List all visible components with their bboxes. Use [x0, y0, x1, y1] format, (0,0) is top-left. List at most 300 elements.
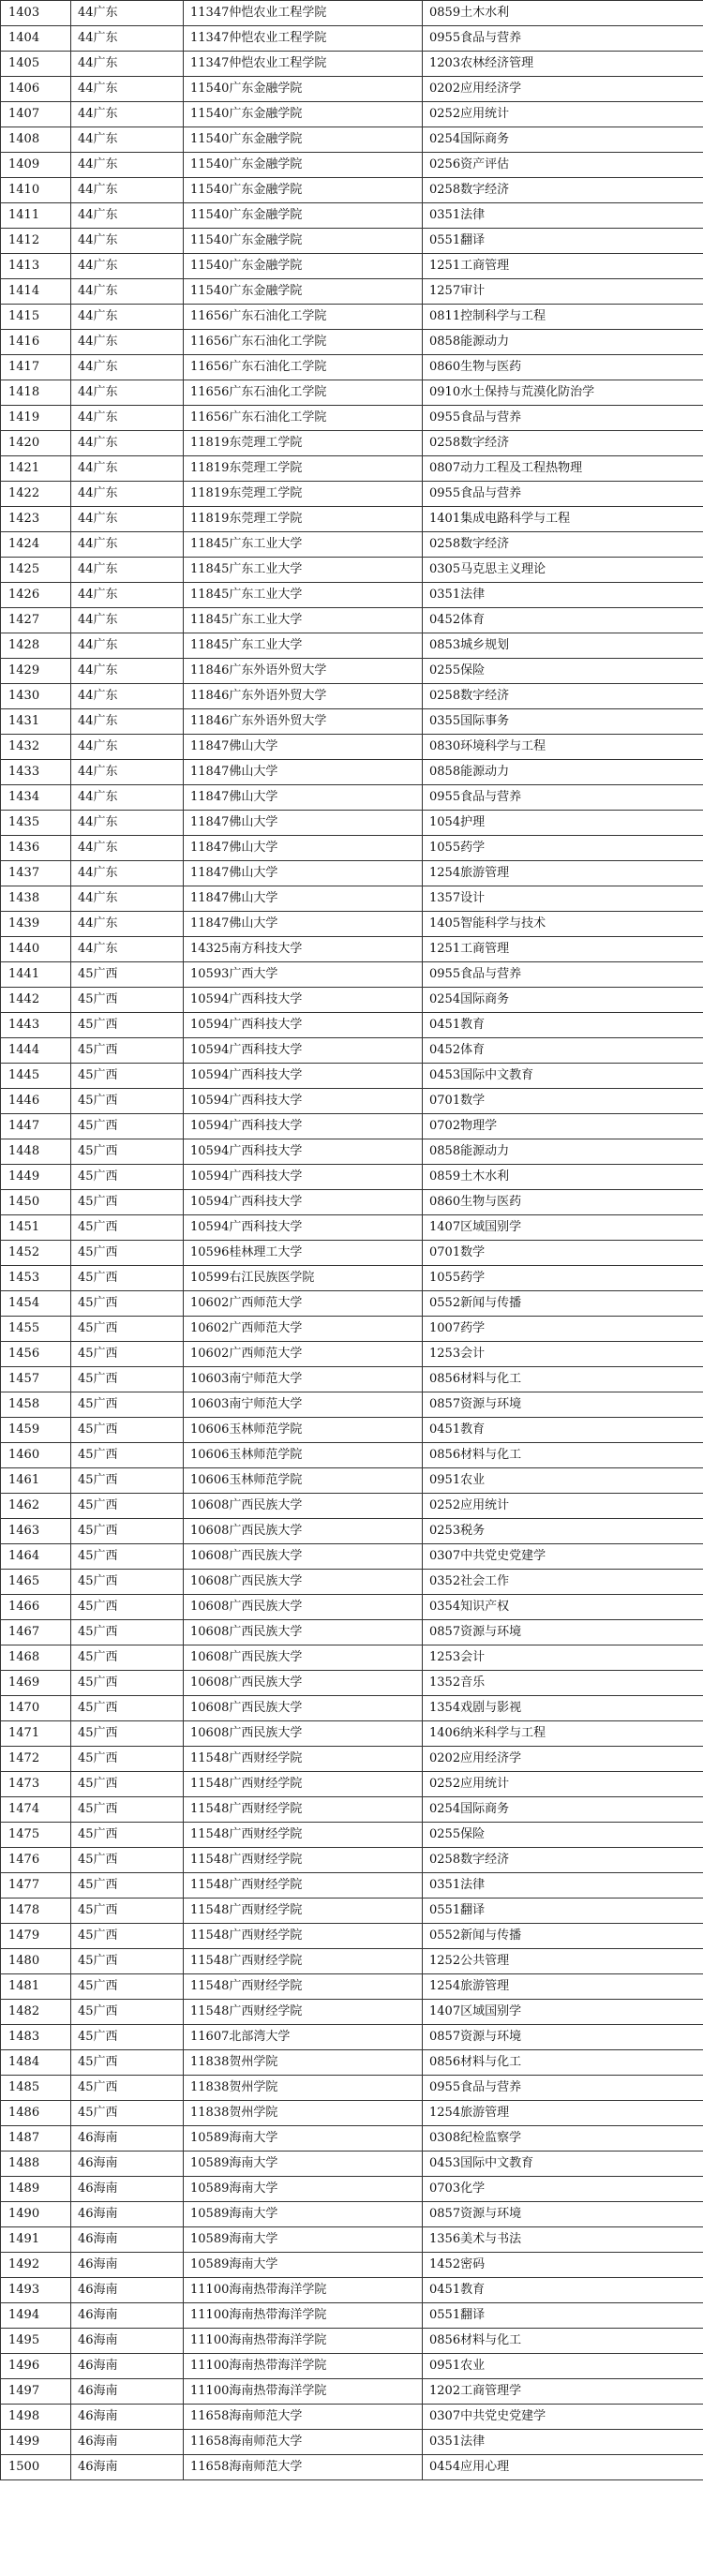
school-cell: 11656广东石油化工学院	[184, 355, 423, 380]
table-row	[1, 279, 703, 305]
major-cell: 0860生物与医药	[423, 1190, 703, 1215]
province-cell: 45广西	[71, 1139, 184, 1165]
table-row	[1, 709, 703, 735]
school-cell: 10594广西科技大学	[184, 1139, 423, 1165]
province-cell: 46海南	[71, 2354, 184, 2379]
row-number-cell: 1478	[1, 1898, 71, 1924]
school-cell: 11548广西财经学院	[184, 1848, 423, 1873]
row-number-cell: 1441	[1, 962, 71, 988]
school-cell: 10589海南大学	[184, 2202, 423, 2227]
school-cell: 10596桂林理工大学	[184, 1241, 423, 1266]
table-row	[1, 1519, 703, 1544]
major-cell: 1254旅游管理	[423, 861, 703, 886]
school-cell: 11548广西财经学院	[184, 2000, 423, 2025]
province-cell: 46海南	[71, 2278, 184, 2303]
school-cell: 11658海南师范大学	[184, 2405, 423, 2430]
row-number-cell: 1422	[1, 482, 71, 507]
row-number-cell: 1432	[1, 735, 71, 760]
row-number-cell: 1489	[1, 2177, 71, 2202]
row-number-cell: 1467	[1, 1620, 71, 1645]
province-cell: 44广东	[71, 330, 184, 355]
row-number-cell: 1500	[1, 2455, 71, 2480]
table-row	[1, 2101, 703, 2126]
province-cell: 45广西	[71, 1898, 184, 1924]
table-row	[1, 1544, 703, 1570]
table-row	[1, 1443, 703, 1468]
row-number-cell: 1457	[1, 1367, 71, 1392]
table-row	[1, 583, 703, 608]
table-row	[1, 456, 703, 482]
table-row	[1, 1671, 703, 1696]
table-row	[1, 1418, 703, 1443]
province-cell: 45广西	[71, 1317, 184, 1342]
school-cell: 10589海南大学	[184, 2177, 423, 2202]
row-number-cell: 1460	[1, 1443, 71, 1468]
province-cell: 45广西	[71, 1064, 184, 1089]
school-cell: 11540广东金融学院	[184, 153, 423, 178]
major-cell: 0551翻译	[423, 229, 703, 254]
row-number-cell: 1416	[1, 330, 71, 355]
table-row	[1, 229, 703, 254]
row-number-cell: 1403	[1, 1, 71, 26]
major-cell: 1406纳米科学与工程	[423, 1721, 703, 1747]
province-cell: 45广西	[71, 1494, 184, 1519]
major-cell: 0811控制科学与工程	[423, 305, 703, 330]
school-cell: 11548广西财经学院	[184, 1873, 423, 1898]
table-row	[1, 178, 703, 203]
table-row	[1, 2303, 703, 2329]
row-number-cell: 1418	[1, 380, 71, 406]
row-number-cell: 1446	[1, 1089, 71, 1114]
school-cell: 10602广西师范大学	[184, 1291, 423, 1317]
school-cell: 10594广西科技大学	[184, 1064, 423, 1089]
table-row	[1, 355, 703, 380]
major-cell: 0351法律	[423, 2430, 703, 2455]
major-cell: 0703化学	[423, 2177, 703, 2202]
row-number-cell: 1470	[1, 1696, 71, 1721]
row-number-cell: 1462	[1, 1494, 71, 1519]
province-cell: 45广西	[71, 1974, 184, 2000]
major-cell: 0258数字经济	[423, 178, 703, 203]
major-cell: 1055药学	[423, 836, 703, 861]
major-cell: 0452体育	[423, 1038, 703, 1064]
row-number-cell: 1413	[1, 254, 71, 279]
province-cell: 45广西	[71, 1823, 184, 1848]
table-row	[1, 1848, 703, 1873]
table-row	[1, 52, 703, 77]
province-cell: 45广西	[71, 1772, 184, 1797]
school-cell: 10594广西科技大学	[184, 1114, 423, 1139]
table-row	[1, 532, 703, 558]
row-number-cell: 1481	[1, 1974, 71, 2000]
row-number-cell: 1494	[1, 2303, 71, 2329]
major-cell: 0859土木水利	[423, 1165, 703, 1190]
school-cell: 10608广西民族大学	[184, 1696, 423, 1721]
province-cell: 46海南	[71, 2177, 184, 2202]
province-cell: 44广东	[71, 507, 184, 532]
school-cell: 10594广西科技大学	[184, 1190, 423, 1215]
province-cell: 45广西	[71, 1266, 184, 1291]
row-number-cell: 1474	[1, 1797, 71, 1823]
row-number-cell: 1484	[1, 2050, 71, 2076]
province-cell: 46海南	[71, 2303, 184, 2329]
major-cell: 0454应用心理	[423, 2455, 703, 2480]
row-number-cell: 1458	[1, 1392, 71, 1418]
school-cell: 11548广西财经学院	[184, 1924, 423, 1949]
province-cell: 45广西	[71, 1215, 184, 1241]
major-cell: 1254旅游管理	[423, 2101, 703, 2126]
school-cell: 11656广东石油化工学院	[184, 305, 423, 330]
table-row	[1, 760, 703, 785]
school-cell: 11548广西财经学院	[184, 1974, 423, 2000]
province-cell: 46海南	[71, 2253, 184, 2278]
province-cell: 44广东	[71, 229, 184, 254]
major-cell: 0859土木水利	[423, 1, 703, 26]
province-cell: 46海南	[71, 2227, 184, 2253]
table-row	[1, 962, 703, 988]
table-row	[1, 558, 703, 583]
major-cell: 0856材料与化工	[423, 1367, 703, 1392]
school-cell: 11847佛山大学	[184, 886, 423, 912]
province-cell: 45广西	[71, 1443, 184, 1468]
major-cell: 0254国际商务	[423, 1797, 703, 1823]
major-cell: 1356美术与书法	[423, 2227, 703, 2253]
row-number-cell: 1404	[1, 26, 71, 52]
school-cell: 10608广西民族大学	[184, 1519, 423, 1544]
row-number-cell: 1472	[1, 1747, 71, 1772]
table-row	[1, 1468, 703, 1494]
row-number-cell: 1420	[1, 431, 71, 456]
province-cell: 45广西	[71, 2050, 184, 2076]
table-row	[1, 2076, 703, 2101]
major-cell: 0305马克思主义理论	[423, 558, 703, 583]
province-cell: 44广东	[71, 532, 184, 558]
major-cell: 0701数学	[423, 1089, 703, 1114]
row-number-cell: 1406	[1, 77, 71, 102]
table-row	[1, 1823, 703, 1848]
row-number-cell: 1453	[1, 1266, 71, 1291]
school-cell: 11100海南热带海洋学院	[184, 2354, 423, 2379]
table-row	[1, 1873, 703, 1898]
major-cell: 0858能源动力	[423, 760, 703, 785]
table-row	[1, 937, 703, 962]
table-row	[1, 406, 703, 431]
major-cell: 1055药学	[423, 1266, 703, 1291]
table-row	[1, 1645, 703, 1671]
table-body	[1, 1, 703, 2480]
table-row	[1, 2025, 703, 2050]
table-row	[1, 836, 703, 861]
province-cell: 45广西	[71, 1570, 184, 1595]
school-cell: 11548广西财经学院	[184, 1797, 423, 1823]
school-cell: 11607北部湾大学	[184, 2025, 423, 2050]
table-row	[1, 2253, 703, 2278]
row-number-cell: 1463	[1, 1519, 71, 1544]
major-cell: 1254旅游管理	[423, 1974, 703, 2000]
province-cell: 44广东	[71, 583, 184, 608]
table-row	[1, 1570, 703, 1595]
school-cell: 11540广东金融学院	[184, 203, 423, 229]
major-cell: 1202工商管理学	[423, 2379, 703, 2405]
table-row	[1, 633, 703, 659]
province-cell: 44广东	[71, 684, 184, 709]
school-cell: 11100海南热带海洋学院	[184, 2379, 423, 2405]
table-row	[1, 2278, 703, 2303]
major-cell: 0451教育	[423, 1013, 703, 1038]
province-cell: 44广东	[71, 203, 184, 229]
province-cell: 46海南	[71, 2455, 184, 2480]
school-cell: 11838贺州学院	[184, 2076, 423, 2101]
table-row	[1, 1772, 703, 1797]
major-cell: 1401集成电路科学与工程	[423, 507, 703, 532]
row-number-cell: 1412	[1, 229, 71, 254]
major-cell: 0354知识产权	[423, 1595, 703, 1620]
major-cell: 1354戏剧与影视	[423, 1696, 703, 1721]
row-number-cell: 1497	[1, 2379, 71, 2405]
table-row	[1, 811, 703, 836]
school-cell: 11845广东工业大学	[184, 633, 423, 659]
province-cell: 44广东	[71, 406, 184, 431]
school-cell: 11100海南热带海洋学院	[184, 2278, 423, 2303]
school-cell: 11656广东石油化工学院	[184, 380, 423, 406]
row-number-cell: 1490	[1, 2202, 71, 2227]
major-cell: 0857资源与环境	[423, 1392, 703, 1418]
major-cell: 0258数字经济	[423, 532, 703, 558]
table-row	[1, 1215, 703, 1241]
table-row	[1, 153, 703, 178]
row-number-cell: 1487	[1, 2126, 71, 2152]
major-cell: 0955食品与营养	[423, 962, 703, 988]
row-number-cell: 1499	[1, 2430, 71, 2455]
school-cell: 10608广西民族大学	[184, 1645, 423, 1671]
table-row	[1, 1595, 703, 1620]
major-cell: 0307中共党史党建学	[423, 2405, 703, 2430]
school-cell: 11845广东工业大学	[184, 583, 423, 608]
province-cell: 46海南	[71, 2152, 184, 2177]
province-cell: 45广西	[71, 1190, 184, 1215]
row-number-cell: 1436	[1, 836, 71, 861]
province-cell: 44广东	[71, 102, 184, 127]
row-number-cell: 1456	[1, 1342, 71, 1367]
province-cell: 44广东	[71, 886, 184, 912]
table-row	[1, 127, 703, 153]
school-cell: 10594广西科技大学	[184, 1089, 423, 1114]
major-cell: 0254国际商务	[423, 127, 703, 153]
province-cell: 45广西	[71, 1924, 184, 1949]
school-cell: 11656广东石油化工学院	[184, 330, 423, 355]
province-cell: 45广西	[71, 1165, 184, 1190]
province-cell: 45广西	[71, 1392, 184, 1418]
major-cell: 0955食品与营养	[423, 2076, 703, 2101]
table-row	[1, 1241, 703, 1266]
school-cell: 11548广西财经学院	[184, 1823, 423, 1848]
row-number-cell: 1496	[1, 2354, 71, 2379]
table-row	[1, 2227, 703, 2253]
table-row	[1, 482, 703, 507]
province-cell: 45广西	[71, 1747, 184, 1772]
province-cell: 44广东	[71, 26, 184, 52]
table-row	[1, 1, 703, 26]
school-cell: 10603南宁师范大学	[184, 1392, 423, 1418]
row-number-cell: 1414	[1, 279, 71, 305]
school-cell: 10608广西民族大学	[184, 1620, 423, 1645]
school-cell: 10599右江民族医学院	[184, 1266, 423, 1291]
school-cell: 11838贺州学院	[184, 2101, 423, 2126]
row-number-cell: 1435	[1, 811, 71, 836]
table-row	[1, 608, 703, 633]
major-cell: 0255保险	[423, 659, 703, 684]
row-number-cell: 1466	[1, 1595, 71, 1620]
school-cell: 10603南宁师范大学	[184, 1367, 423, 1392]
major-cell: 1407区域国别学	[423, 1215, 703, 1241]
major-cell: 0857资源与环境	[423, 2202, 703, 2227]
row-number-cell: 1410	[1, 178, 71, 203]
table-row	[1, 1013, 703, 1038]
major-cell: 0351法律	[423, 583, 703, 608]
table-row	[1, 1139, 703, 1165]
row-number-cell: 1464	[1, 1544, 71, 1570]
table-row	[1, 988, 703, 1013]
province-cell: 44广东	[71, 735, 184, 760]
major-cell: 0856材料与化工	[423, 2050, 703, 2076]
row-number-cell: 1417	[1, 355, 71, 380]
row-number-cell: 1469	[1, 1671, 71, 1696]
province-cell: 44广东	[71, 380, 184, 406]
school-cell: 11846广东外语外贸大学	[184, 659, 423, 684]
province-cell: 44广东	[71, 456, 184, 482]
school-cell: 11847佛山大学	[184, 811, 423, 836]
major-cell: 1054护理	[423, 811, 703, 836]
row-number-cell: 1485	[1, 2076, 71, 2101]
row-number-cell: 1493	[1, 2278, 71, 2303]
row-number-cell: 1486	[1, 2101, 71, 2126]
major-cell: 0955食品与营养	[423, 482, 703, 507]
table-row	[1, 1064, 703, 1089]
row-number-cell: 1437	[1, 861, 71, 886]
province-cell: 45广西	[71, 962, 184, 988]
row-number-cell: 1415	[1, 305, 71, 330]
major-cell: 0551翻译	[423, 2303, 703, 2329]
row-number-cell: 1439	[1, 912, 71, 937]
row-number-cell: 1488	[1, 2152, 71, 2177]
province-cell: 44广东	[71, 558, 184, 583]
school-cell: 11540广东金融学院	[184, 77, 423, 102]
table-row	[1, 912, 703, 937]
province-cell: 45广西	[71, 1671, 184, 1696]
table-row	[1, 1291, 703, 1317]
row-number-cell: 1408	[1, 127, 71, 153]
school-cell: 11347仲恺农业工程学院	[184, 52, 423, 77]
table-row	[1, 2177, 703, 2202]
major-cell: 0856材料与化工	[423, 1443, 703, 1468]
row-number-cell: 1428	[1, 633, 71, 659]
row-number-cell: 1473	[1, 1772, 71, 1797]
school-cell: 11540广东金融学院	[184, 254, 423, 279]
row-number-cell: 1452	[1, 1241, 71, 1266]
major-cell: 0453国际中文教育	[423, 2152, 703, 2177]
table-row	[1, 507, 703, 532]
school-cell: 11548广西财经学院	[184, 1898, 423, 1924]
major-cell: 0258数字经济	[423, 431, 703, 456]
row-number-cell: 1468	[1, 1645, 71, 1671]
table-row	[1, 1392, 703, 1418]
row-number-cell: 1431	[1, 709, 71, 735]
row-number-cell: 1455	[1, 1317, 71, 1342]
province-cell: 44广东	[71, 1, 184, 26]
row-number-cell: 1433	[1, 760, 71, 785]
table-row	[1, 2000, 703, 2025]
row-number-cell: 1483	[1, 2025, 71, 2050]
school-cell: 10602广西师范大学	[184, 1342, 423, 1367]
major-cell: 0202应用经济学	[423, 1747, 703, 1772]
province-cell: 44广东	[71, 355, 184, 380]
school-cell: 10589海南大学	[184, 2126, 423, 2152]
school-cell: 10594广西科技大学	[184, 1165, 423, 1190]
major-cell: 1251工商管理	[423, 937, 703, 962]
province-cell: 46海南	[71, 2405, 184, 2430]
major-cell: 0910水土保持与荒漠化防治学	[423, 380, 703, 406]
province-cell: 44广东	[71, 178, 184, 203]
major-cell: 0202应用经济学	[423, 77, 703, 102]
province-cell: 44广东	[71, 912, 184, 937]
school-cell: 10608广西民族大学	[184, 1595, 423, 1620]
row-number-cell: 1419	[1, 406, 71, 431]
table-row	[1, 659, 703, 684]
school-cell: 11540广东金融学院	[184, 279, 423, 305]
province-cell: 45广西	[71, 1013, 184, 1038]
major-cell: 0252应用统计	[423, 1494, 703, 1519]
province-cell: 46海南	[71, 2329, 184, 2354]
province-cell: 45广西	[71, 2025, 184, 2050]
major-cell: 0252应用统计	[423, 1772, 703, 1797]
table-row	[1, 203, 703, 229]
province-cell: 44广东	[71, 836, 184, 861]
row-number-cell: 1482	[1, 2000, 71, 2025]
province-cell: 45广西	[71, 1721, 184, 1747]
school-cell: 10594广西科技大学	[184, 1013, 423, 1038]
major-cell: 0807动力工程及工程热物理	[423, 456, 703, 482]
row-number-cell: 1426	[1, 583, 71, 608]
province-cell: 45广西	[71, 2076, 184, 2101]
province-cell: 45广西	[71, 1114, 184, 1139]
table-row	[1, 1924, 703, 1949]
major-cell: 0858能源动力	[423, 330, 703, 355]
table-row	[1, 2126, 703, 2152]
table-row	[1, 1190, 703, 1215]
school-cell: 11838贺州学院	[184, 2050, 423, 2076]
row-number-cell: 1454	[1, 1291, 71, 1317]
table-row	[1, 1747, 703, 1772]
row-number-cell: 1444	[1, 1038, 71, 1064]
major-cell: 1253会计	[423, 1645, 703, 1671]
province-cell: 45广西	[71, 1241, 184, 1266]
row-number-cell: 1465	[1, 1570, 71, 1595]
province-cell: 44广东	[71, 785, 184, 811]
school-cell: 10606玉林师范学院	[184, 1468, 423, 1494]
school-cell: 10608广西民族大学	[184, 1671, 423, 1696]
school-cell: 11847佛山大学	[184, 912, 423, 937]
province-cell: 44广东	[71, 254, 184, 279]
row-number-cell: 1438	[1, 886, 71, 912]
table-row	[1, 2050, 703, 2076]
table-row	[1, 1494, 703, 1519]
major-cell: 0552新闻与传播	[423, 1924, 703, 1949]
row-number-cell: 1498	[1, 2405, 71, 2430]
major-cell: 0351法律	[423, 203, 703, 229]
province-cell: 44广东	[71, 659, 184, 684]
province-cell: 44广东	[71, 633, 184, 659]
school-cell: 10606玉林师范学院	[184, 1418, 423, 1443]
